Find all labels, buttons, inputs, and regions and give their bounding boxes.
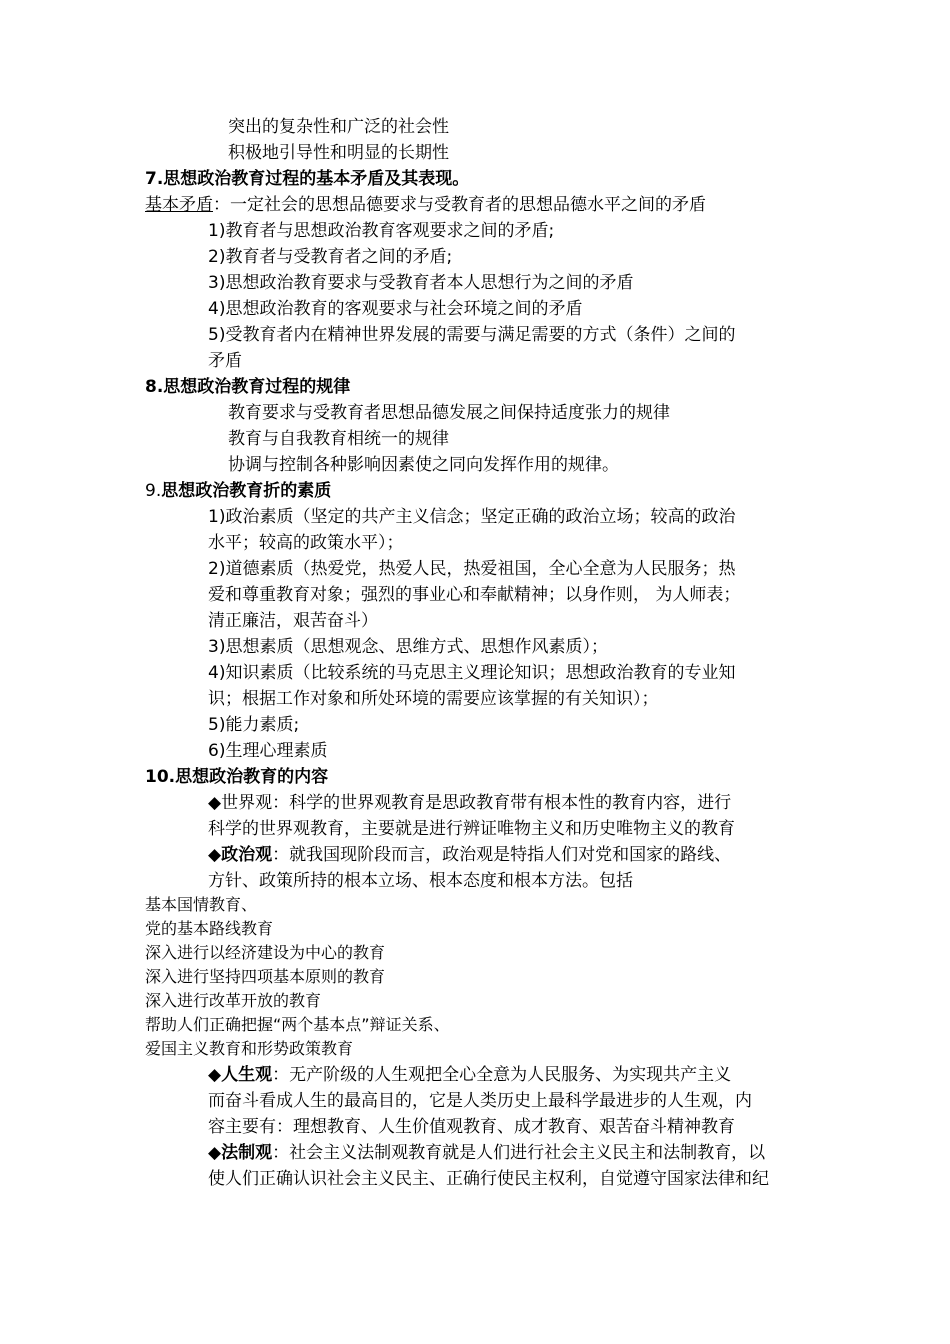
law-view-cont: 使人们正确认识社会主义民主、正确行使民主权利，自觉遵守国家法律和纪 xyxy=(208,1169,769,1189)
life-view-text: ：无产阶级的人生观把全心全意为人民服务、为实现共产主义 xyxy=(272,1065,732,1085)
sub-list-item: 深入进行改革开放的教育 xyxy=(145,991,322,1010)
list-item: 1)政治素质（坚定的共产主义信念；坚定正确的政治立场；较高的政治 xyxy=(208,507,736,527)
world-view-cont: 科学的世界观教育，主要就是进行辨证唯物主义和历史唯物主义的教育 xyxy=(208,819,735,839)
list-item: 5)受教育者内在精神世界发展的需要与满足需要的方式（条件）之间的 xyxy=(208,325,736,345)
text-line: 教育与自我教育相统一的规律 xyxy=(228,429,449,449)
sub-list-item: 爱国主义教育和形势政策教育 xyxy=(145,1039,354,1058)
sub-list-item: 帮助人们正确把握“两个基本点”辩证关系、 xyxy=(145,1015,450,1034)
list-item-cont: 识；根据工作对象和所处环境的需要应该掌握的有关知识）； xyxy=(208,689,659,709)
sub-list-item: 深入进行以经济建设为中心的教育 xyxy=(145,943,386,962)
heading-10: 10.思想政治教育的内容 xyxy=(145,767,329,787)
bullet-icon: ◆ xyxy=(208,1065,222,1085)
life-view-cont: 容主要有：理想教育、人生价值观教育、成才教育、艰苦奋斗精神教育 xyxy=(208,1117,735,1137)
list-item: 2)道德素质（热爱党，热爱人民，热爱祖国，全心全意为人民服务；热 xyxy=(208,559,736,579)
list-item-cont: 矛盾 xyxy=(208,351,242,371)
sub-list-item: 深入进行坚持四项基本原则的教育 xyxy=(145,967,386,986)
list-item-cont: 清正廉洁，艰苦奋斗） xyxy=(208,611,378,631)
bullet-icon: ◆ xyxy=(208,845,222,865)
politics-view-label: 政治观 xyxy=(221,845,273,865)
list-item-cont: 水平；较高的政策水平）； xyxy=(208,533,404,553)
bullet-icon: ◆ xyxy=(208,1143,222,1163)
list-item: 4)思想政治教育的客观要求与社会环境之间的矛盾 xyxy=(208,299,583,319)
life-view xyxy=(208,1062,731,1088)
list-item: 6)生理心理素质 xyxy=(208,741,328,761)
list-item: 5)能力素质; xyxy=(208,715,300,735)
list-item: 3)思想素质（思想观念、思维方式、思想作风素质）； xyxy=(208,637,608,657)
list-item: 2)教育者与受教育者之间的矛盾; xyxy=(208,247,453,267)
text-line: 协调与控制各种影响因素使之同向发挥作用的规律。 xyxy=(228,455,619,475)
life-view-label: 人生观 xyxy=(221,1065,273,1085)
sub-list-item: 基本国情教育、 xyxy=(145,895,258,914)
law-view xyxy=(208,1140,765,1166)
text-line: 突出的复杂性和广泛的社会性 xyxy=(228,117,449,137)
basic-contradiction xyxy=(145,192,706,218)
life-view-cont: 而奋斗看成人生的最高目的，它是人类历史上最科学最进步的人生观，内 xyxy=(208,1091,752,1111)
heading-9-number: 9. xyxy=(145,481,162,501)
basic-contradiction-text: ：一定社会的思想品德要求与受教育者的思想品德水平之间的矛盾 xyxy=(213,195,706,215)
politics-view-text: ：就我国现阶段而言，政治观是特指人们对党和国家的路线、 xyxy=(272,845,732,865)
list-item: 1)教育者与思想政治教育客观要求之间的矛盾; xyxy=(208,221,555,241)
law-view-text: ：社会主义法制观教育就是人们进行社会主义民主和法制教育，以 xyxy=(272,1143,766,1163)
sub-list-item: 党的基本路线教育 xyxy=(145,919,274,938)
law-view-label: 法制观 xyxy=(221,1143,273,1163)
world-view: ◆世界观：科学的世界观教育是思政教育带有根本性的教育内容，进行 xyxy=(208,793,732,813)
politics-view-cont: 方针、政策所持的根本立场、根本态度和根本方法。包括 xyxy=(208,871,633,891)
list-item-cont: 爱和尊重教育对象；强烈的事业心和奉献精神；以身作则， 为人师表； xyxy=(208,585,741,605)
heading-8: 8.思想政治教育过程的规律 xyxy=(145,377,351,397)
heading-9-text: 思想政治教育折的素质 xyxy=(161,481,332,501)
heading-7: 7.思想政治教育过程的基本矛盾及其表现。 xyxy=(145,169,470,189)
text-line: 教育要求与受教育者思想品德发展之间保持适度张力的规律 xyxy=(228,403,670,423)
politics-view xyxy=(208,842,731,868)
basic-contradiction-label: 基本矛盾 xyxy=(145,195,213,215)
heading-9 xyxy=(145,478,331,504)
list-item: 3)思想政治教育要求与受教育者本人思想行为之间的矛盾 xyxy=(208,273,634,293)
list-item: 4)知识素质（比较系统的马克思主义理论知识；思想政治教育的专业知 xyxy=(208,663,736,683)
text-line: 积极地引导性和明显的长期性 xyxy=(228,143,449,163)
